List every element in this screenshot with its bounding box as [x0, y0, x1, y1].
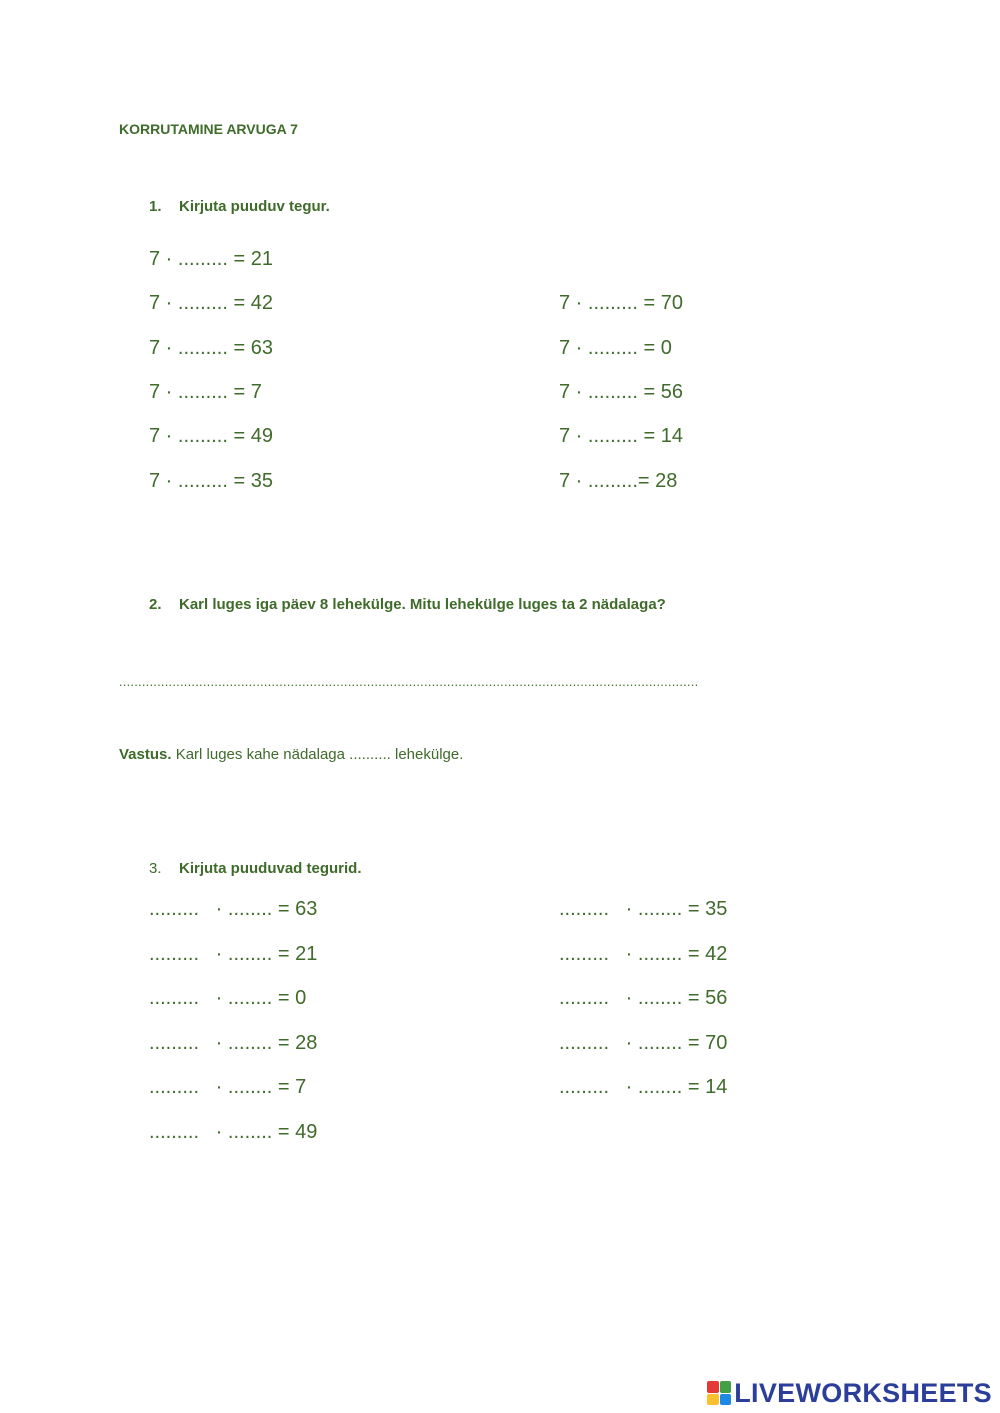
task2-answer — [119, 746, 463, 763]
task1-eq-left-1: 7 · ......... = 42 — [149, 292, 273, 314]
task2-heading — [149, 596, 666, 613]
task2-answer-line[interactable]: ........................................................................................................................................................ — [119, 674, 699, 689]
task1-number: 1. — [149, 198, 162, 215]
task1-eq-right-0: 7 · ......... = 70 — [559, 292, 683, 314]
task3-eq-right-3: ......... · ........ = 70 — [559, 1032, 728, 1054]
task1-eq-left-0: 7 · ......... = 21 — [149, 248, 273, 270]
task3-eq-left-5: ......... · ........ = 49 — [149, 1121, 318, 1143]
task3-eq-right-2: ......... · ........ = 56 — [559, 987, 728, 1009]
answer-label: Vastus. — [119, 746, 172, 763]
task1-heading — [149, 198, 330, 215]
page-title: KORRUTAMINE ARVUGA 7 — [119, 121, 298, 137]
task1-eq-right-1: 7 · ......... = 0 — [559, 337, 672, 359]
task3-heading-text: Kirjuta puuduvad tegurid. — [179, 860, 362, 877]
task3-eq-left-2: ......... · ........ = 0 — [149, 987, 307, 1009]
task3-number: 3. — [149, 860, 162, 877]
task3-eq-left-4: ......... · ........ = 7 — [149, 1076, 307, 1098]
task1-eq-left-4: 7 · ......... = 49 — [149, 425, 273, 447]
task1-eq-left-2: 7 · ......... = 63 — [149, 337, 273, 359]
task1-heading-text: Kirjuta puuduv tegur. — [179, 198, 330, 215]
task1-eq-right-3: 7 · ......... = 14 — [559, 425, 683, 447]
task1-eq-left-3: 7 · ......... = 7 — [149, 381, 262, 403]
logo-text: LIVEWORKSHEETS — [734, 1377, 992, 1408]
answer-text: Karl luges kahe nädalaga .......... lehekülge. — [171, 746, 464, 763]
task3-heading — [149, 860, 362, 877]
task3-eq-right-1: ......... · ........ = 42 — [559, 943, 728, 965]
task2-number: 2. — [149, 596, 162, 613]
task1-eq-left-5: 7 · ......... = 35 — [149, 470, 273, 492]
task3-eq-left-1: ......... · ........ = 21 — [149, 943, 318, 965]
task3-eq-left-3: ......... · ........ = 28 — [149, 1032, 318, 1054]
task3-eq-right-4: ......... · ........ = 14 — [559, 1076, 728, 1098]
task1-eq-right-2: 7 · ......... = 56 — [559, 381, 683, 403]
liveworksheets-logo[interactable] — [707, 1379, 992, 1407]
task3-eq-right-0: ......... · ........ = 35 — [559, 898, 728, 920]
task1-eq-right-4: 7 · .........= 28 — [559, 470, 678, 492]
task3-eq-left-0: ......... · ........ = 63 — [149, 898, 318, 920]
liveworksheets-logo-icon — [707, 1381, 731, 1405]
task2-heading-text: Karl luges iga päev 8 lehekülge. Mitu lehekülge luges ta 2 nädalaga? — [179, 596, 666, 613]
